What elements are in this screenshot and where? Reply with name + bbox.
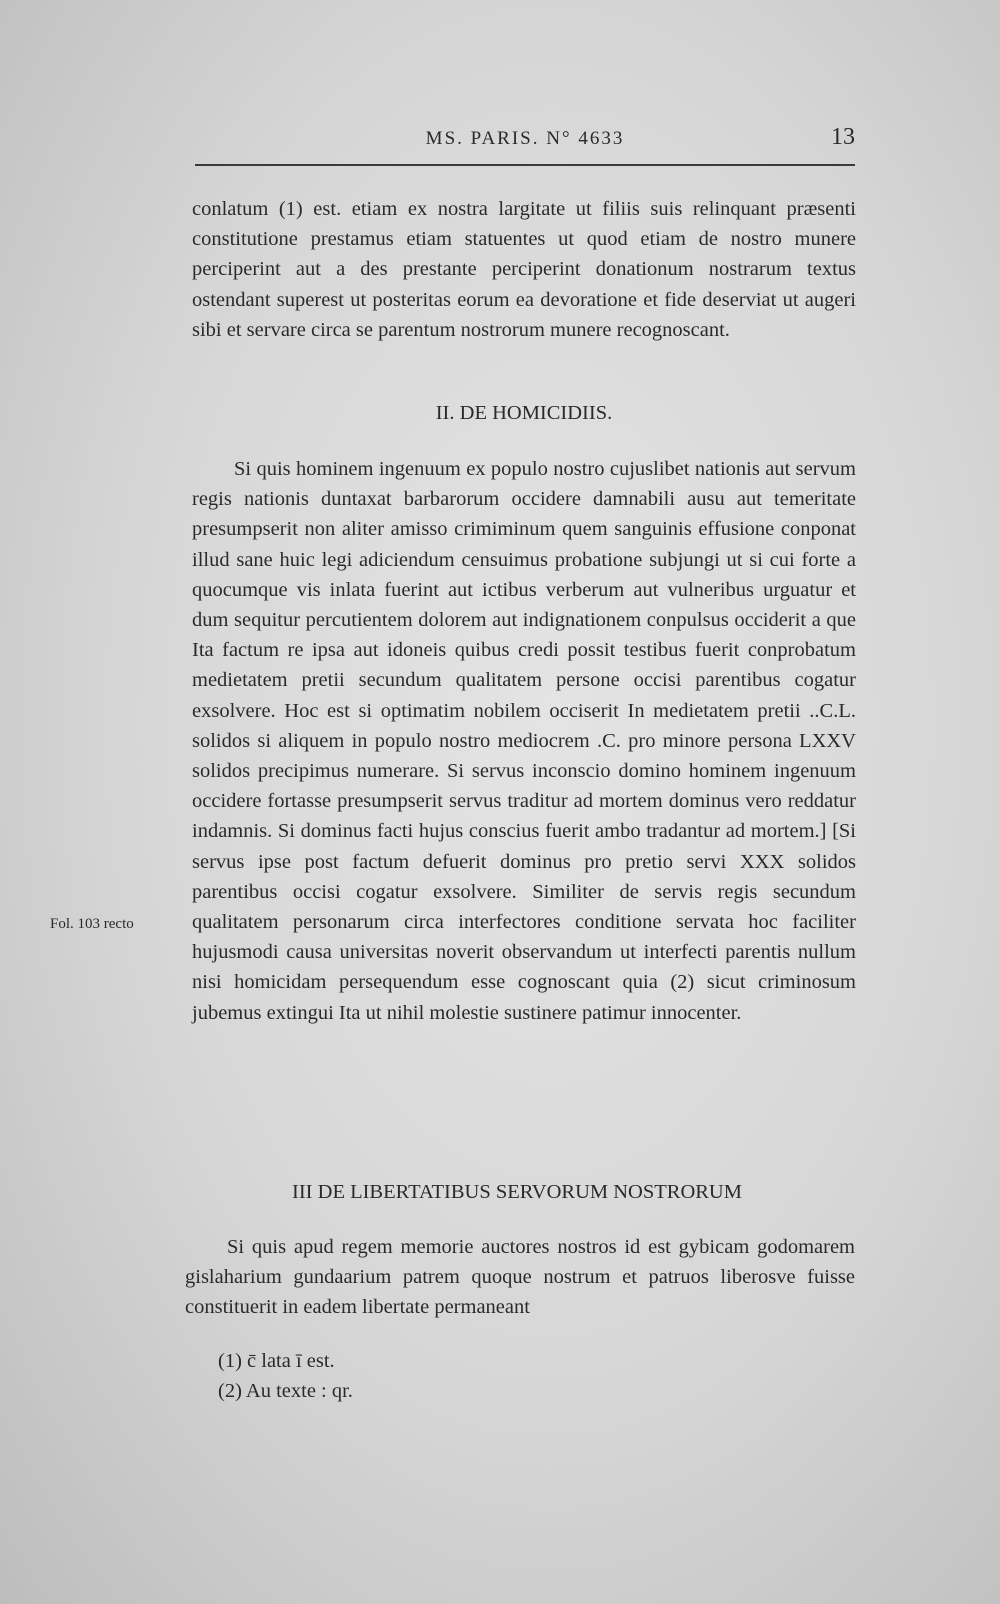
- section-heading-3: III DE LIBERTATIBUS SERVORUM NOSTRORUM: [292, 1181, 742, 1203]
- running-head: MS. PARIS. N° 4633: [425, 128, 625, 149]
- paragraph-2: [192, 454, 856, 1028]
- paragraph-1-text: conlatum (1) est. etiam ex nostra largitate ut filiis suis relinquant præsenti constitutione prestamus etiam statuentes ut quod etiam de nostro munere perciperint aut a des prestante perciperint donationum nostrarum textus ostendant superest ut posteritas eorum ea devoratione et fide deserviat ut augeri sibi et servare circa se parentum nostrorum munere recognoscant.: [192, 198, 856, 341]
- paragraph-3-text: Si quis apud regem memorie auctores nostros id est gybicam godomarem gislaharium gundaarium patrem quoque nostrum et patruos liberosve fuisse constituerit in eadem libertate permaneant: [185, 1236, 855, 1319]
- margin-note: Fol. 103 recto: [50, 916, 134, 932]
- paragraph-1: [192, 194, 856, 345]
- page-number: 13: [831, 124, 855, 150]
- header-rule: [195, 164, 855, 166]
- footnote-2: (2) Au texte : qr.: [218, 1380, 353, 1402]
- header: [195, 124, 855, 160]
- section-heading-2: II. DE HOMICIDIIS.: [435, 402, 613, 424]
- footnote-1: (1) c̄ lata ī est.: [218, 1350, 335, 1372]
- footnotes: [218, 1346, 353, 1406]
- paragraph-2-text: Si quis hominem ingenuum ex populo nostro cujuslibet nationis aut servum regis nationis duntaxat barbarorum occidere damnabili ausu aut temeritate presumpserit non aliter amisso crimiminum quem sanguinis effusione conponat illud sane huic legi adiciendum censuimus probatione subjungi ut si cui forte a quocumque vis inlata fuerint aut ictibus verberum aut vulneribus urguatur et dum sequitur percutientem dolorem aut indignationem conpulsus occiderit a que Ita factum re ipsa aut idoneis quibus credi possit testibus fuerit conprobatum medietatem pretii secundum qualitatem persone occisi parentibus cogatur exsolvere. Hoc est si optimatim nobilem occiserit In medietatem pretii ..C.L. solidos si aliquem in populo nostro mediocrem .C. pro minore persona LXXV solidos precipimus numerare. Si servus inconscio domino hominem ingenuum occidere fortasse presumpserit servus traditur ad mortem dominus vero reddatur indamnis. Si dominus facti hujus conscius fuerit ambo tradantur ad mortem.] [Si servus ipse post factum defuerit dominus pro pretio servi XXX solidos parentibus occisi cogatur exsolvere. Similiter de servis regis secundum qualitatem personarum circa interfectores conditione servata hoc faciliter hujusmodi causa universitas noverit observandum ut interfecti parentis nullum nisi homicidam persequendum esse cognoscant quia (2) sicut criminosum jubemus extingui Ita ut nihil molestie sustinere patimur innocenter.: [192, 458, 856, 1024]
- paragraph-3: [185, 1232, 855, 1323]
